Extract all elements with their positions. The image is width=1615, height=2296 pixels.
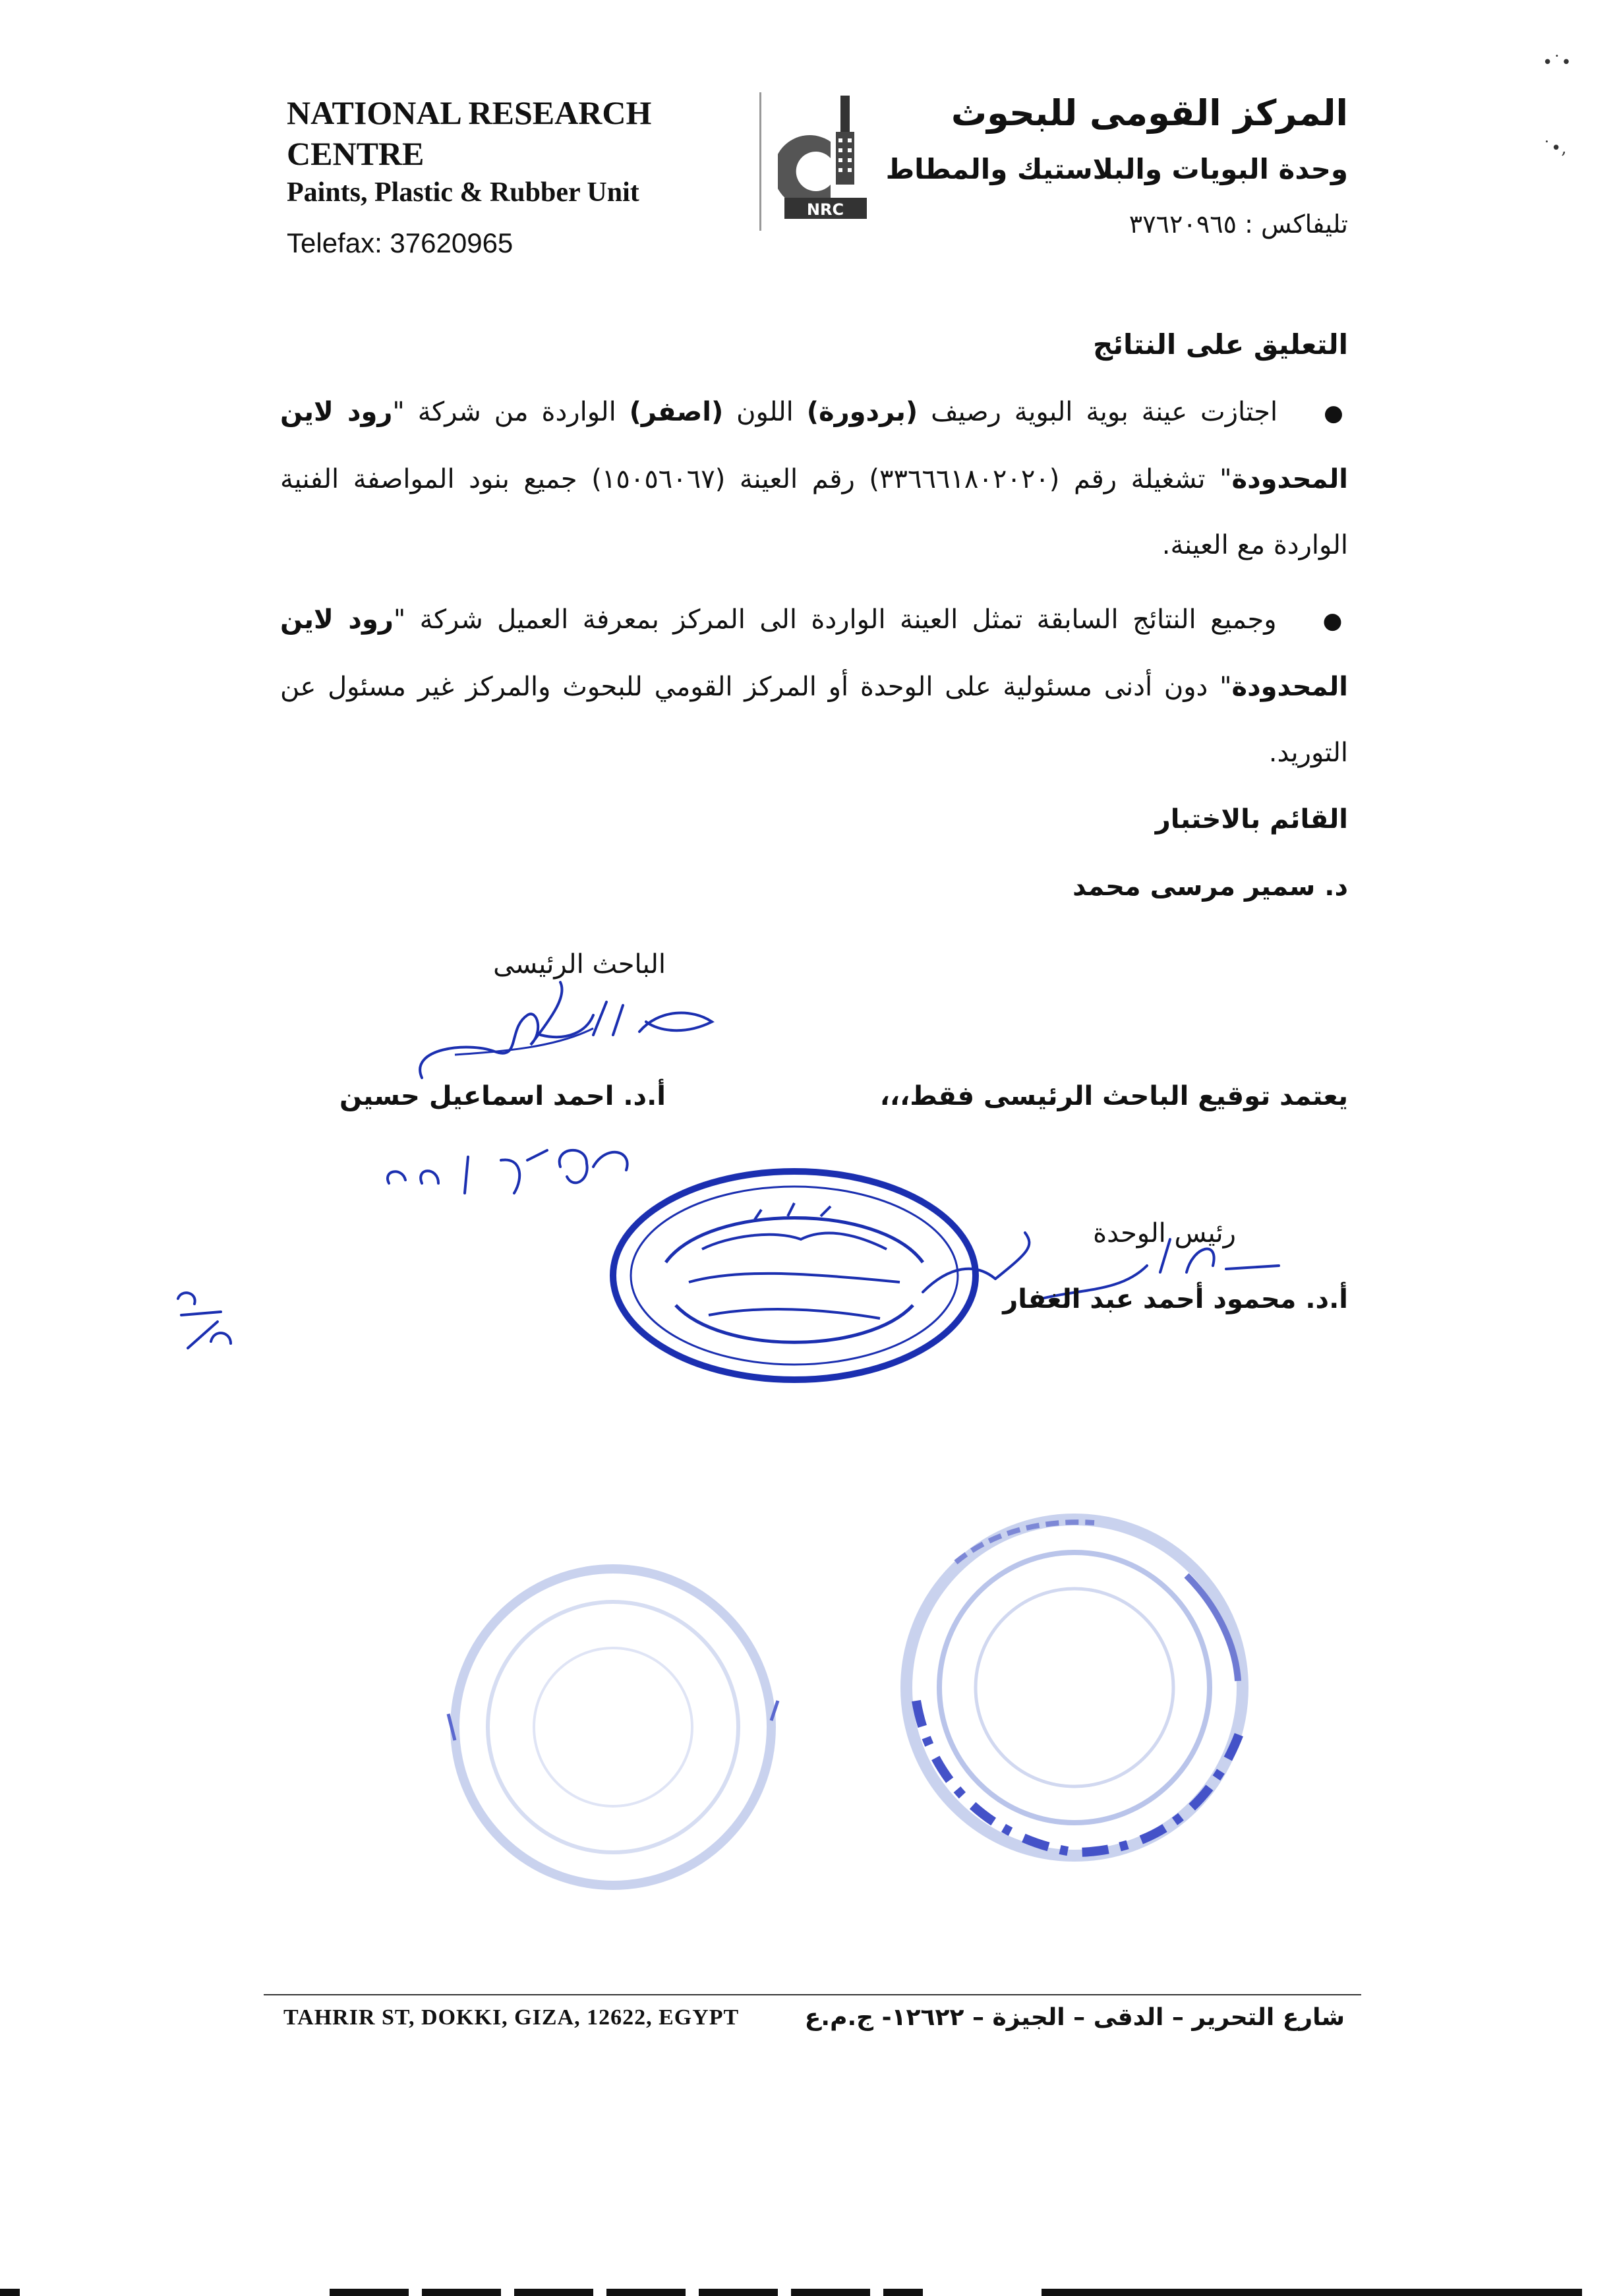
seal-text: المركز القومى للبحوث - وحدة التحاليل والاستشارات - وحدات الطابع الخاص: [784, 1282, 805, 1283]
telefax-ar: تليفاكس : ٣٧٦٢٠٩٦٥: [1129, 210, 1348, 239]
faint-stamp-left: [428, 1543, 798, 1912]
margin-annotation: [168, 1285, 247, 1358]
unit-name-ar: وحدة البويات والبلاستيك والمطاط: [885, 153, 1348, 185]
address-ar: شارع التحرير – الدقى – الجيزة – ١٢٦٢٢- ج.م.ع: [804, 2004, 1345, 2031]
centre-name-en: [287, 92, 651, 174]
corner-mark-top: •˙•: [1542, 53, 1571, 73]
chief-researcher-signature: [396, 969, 725, 1094]
unit-name-en: Paints, Plastic & Rubber Unit: [287, 177, 639, 208]
nrc-logo: [778, 92, 877, 224]
address-en: TAHRIR ST, DOKKI, GIZA, 12622, EGYPT: [283, 2005, 740, 2030]
tester-name: د. سمير مرسى محمد: [1072, 871, 1348, 902]
result-bullet-2: ●وجميع النتائج السابقة تمثل العينة الواردة الى المركز بمعرفة العميل شركة "رود لاين المحدودة" دون أدنى مسئولية على الوحدة أو المركز القومي للبحوث والمركز غير مسئول عن التوريد.: [280, 604, 1348, 768]
footer-rule: [264, 1994, 1361, 1995]
result-bullet-1: ●اجتازت عينة بوية البوية رصيف (بردورة) اللون (اصفر) الواردة من شركة "رود لاين المحدودة" تشغيلة رقم (٣٣٦٦٦١٨٠٢٠٢٠) رقم العينة (١٥٠٥٦٠٦٧) جميع بنود المواصفة الفنية الواردة مع العينة.: [280, 397, 1349, 560]
embossed-stamp-right: [877, 1503, 1272, 1872]
bullet-dot: ●: [1324, 400, 1349, 427]
scan-edge-mark: [1042, 2289, 1582, 2296]
header-divider: [759, 92, 761, 231]
chief-researcher-name: أ.د. احمد اسماعيل حسين: [339, 1081, 666, 1111]
scan-edge-mark: [0, 2289, 20, 2296]
centre-name-en-line2: CENTRE: [287, 135, 425, 172]
approval-note: يعتمد توقيع الباحث الرئيسى فقط،،،: [879, 1081, 1348, 1111]
logo-wordmark: NRC: [806, 200, 844, 219]
chief-researcher-label: الباحث الرئيسى: [493, 949, 666, 980]
scan-edge-mark: [330, 2289, 923, 2296]
corner-mark-mid: ˙•,: [1542, 138, 1567, 158]
unit-head-label: رئيس الوحدة: [1093, 1218, 1236, 1249]
results-heading: التعليق على النتائج: [1092, 328, 1348, 361]
centre-name-en-line1: NATIONAL RESEARCH: [287, 94, 652, 131]
centre-name-ar: المركز القومى للبحوث: [951, 92, 1348, 134]
telefax-en: Telefax: 37620965: [287, 227, 514, 258]
unit-head-name: أ.د. محمود أحمد عبد الغفار: [1003, 1284, 1348, 1314]
bullet-dot: ●: [1322, 608, 1348, 634]
tester-label: القائم بالاختبار: [1155, 804, 1348, 835]
